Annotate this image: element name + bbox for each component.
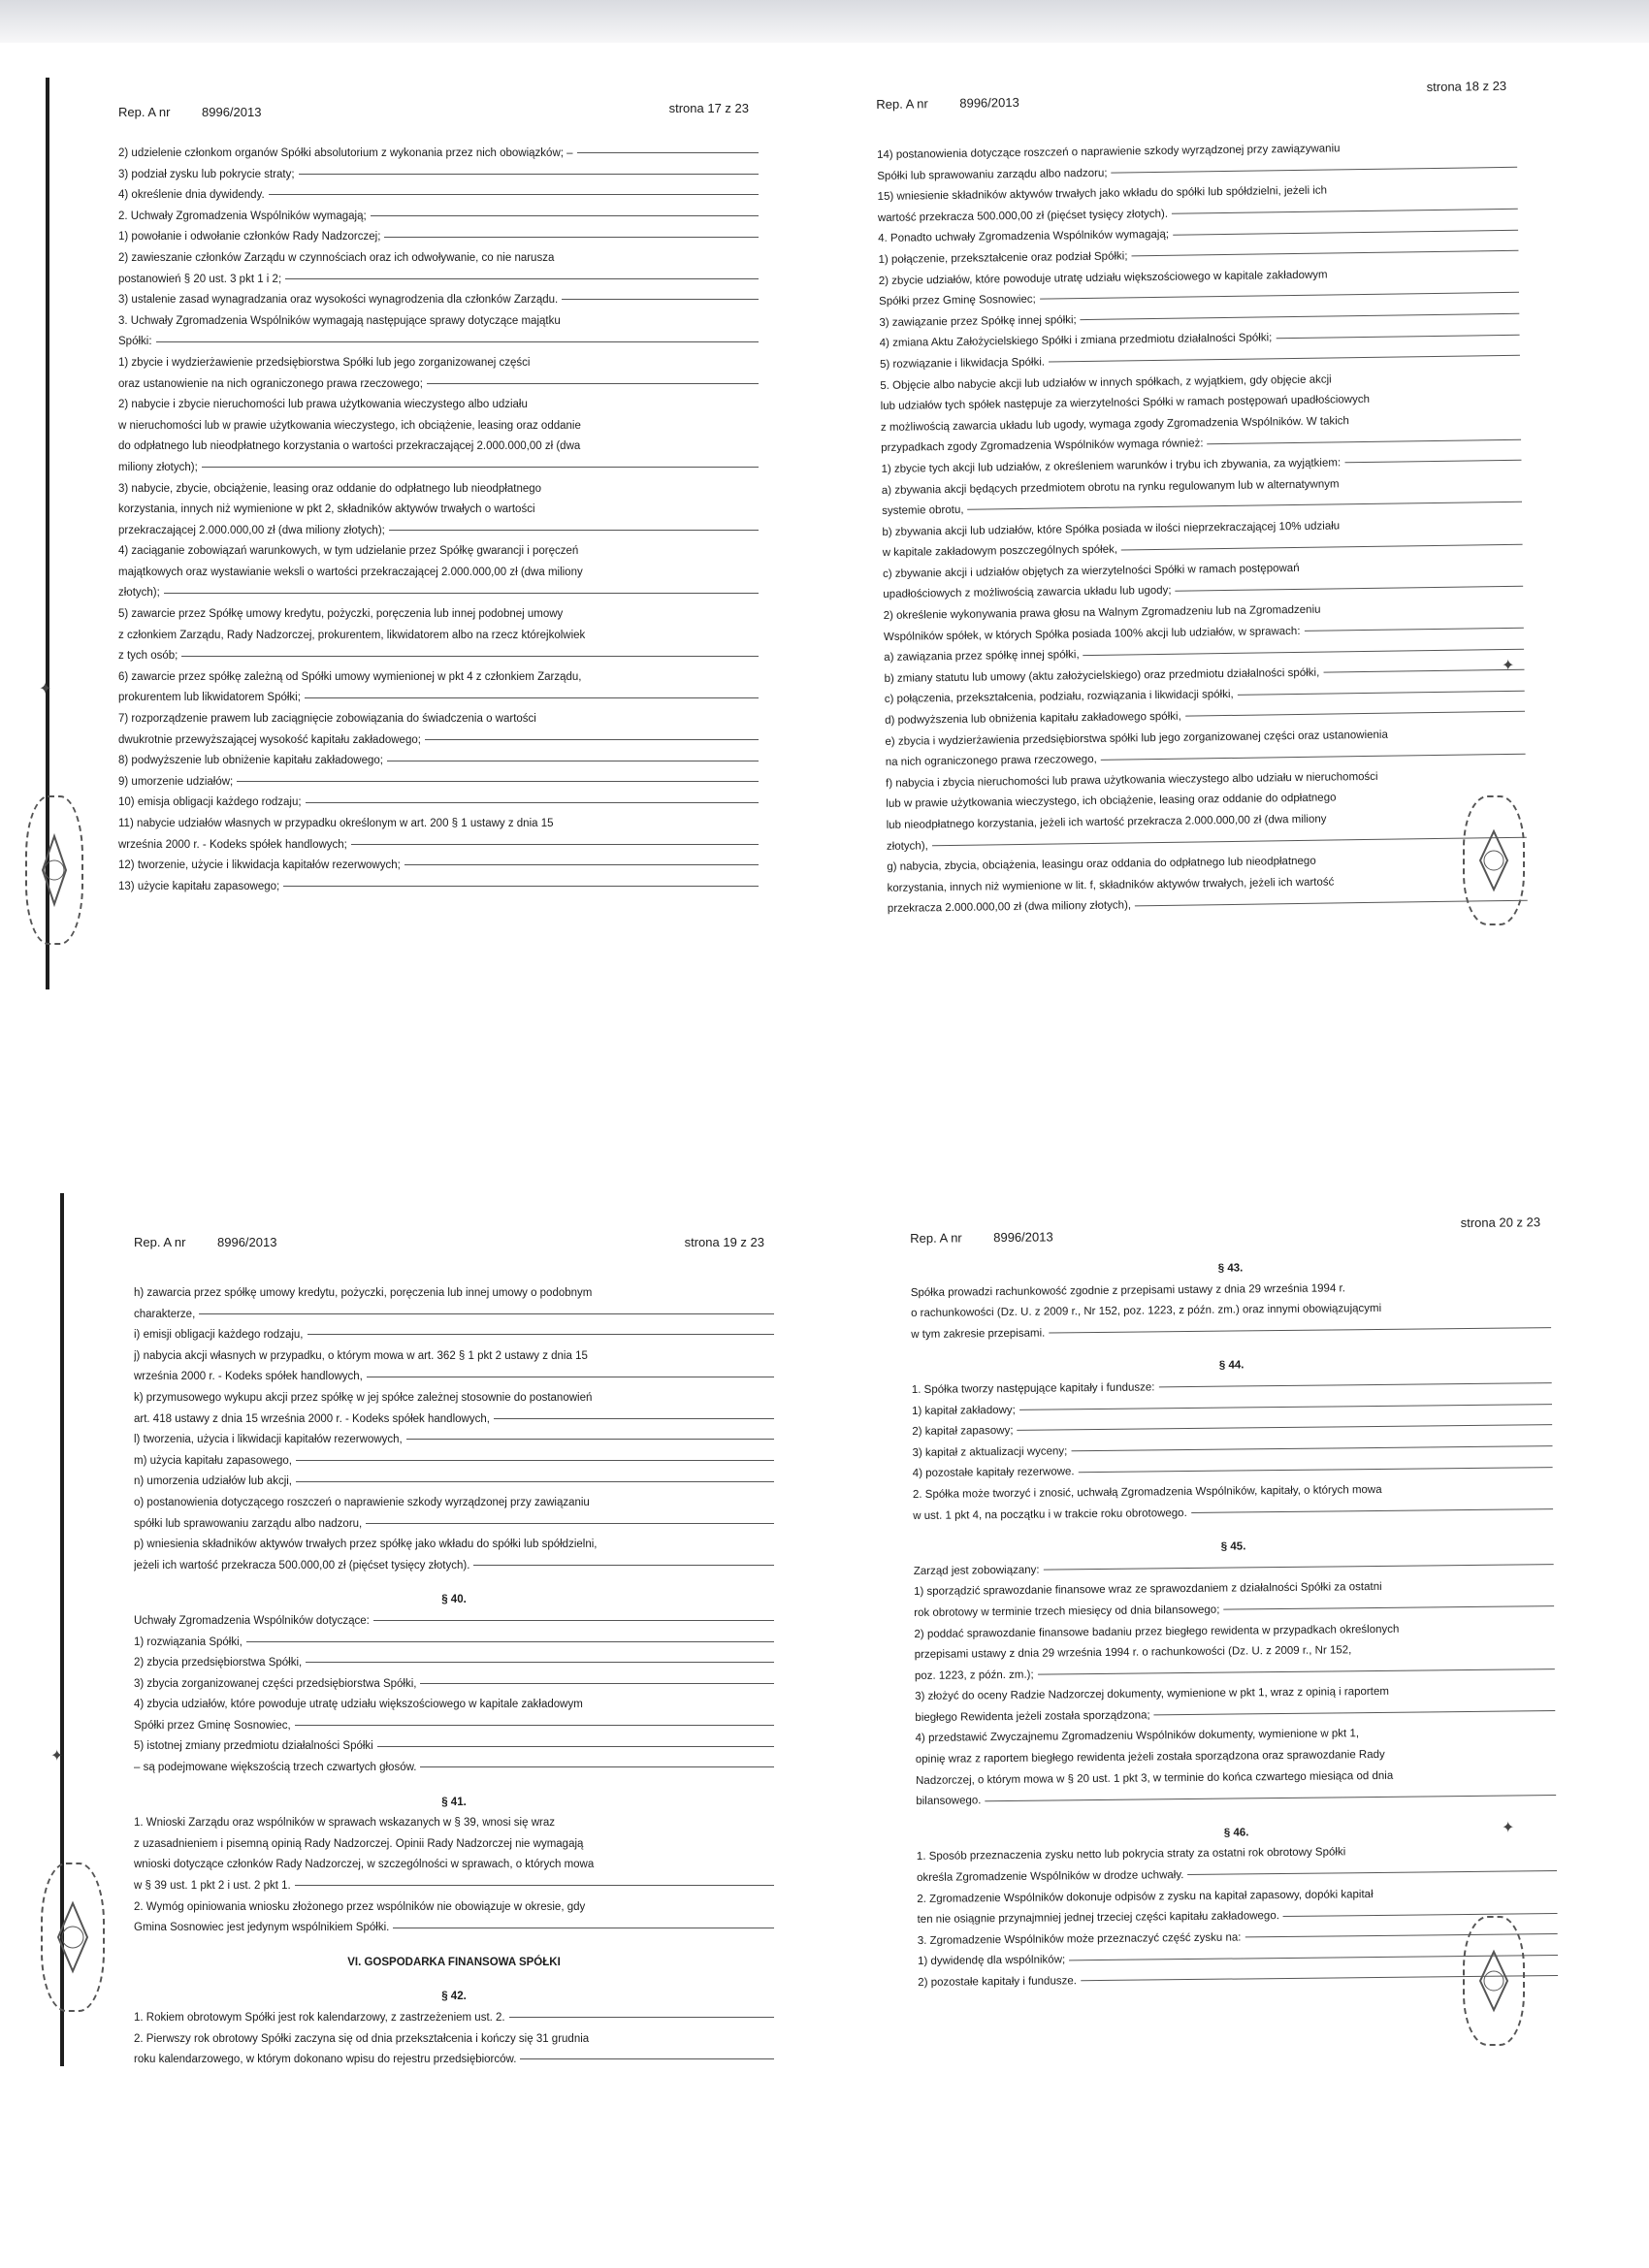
chapter-heading: VI. GOSPODARKA FINANSOWA SPÓŁKI (347, 1956, 561, 1968)
text-line: k) przymusowego wykupu akcji przez spółkę w jej spółce zależnej stosownie do postanowień (134, 1391, 593, 1404)
text-line: ten nie osiągnie przynajmniej jednej trzeciej części kapitału zakładowego. (917, 1903, 1557, 1931)
text-line: 1. Sposób przeznaczenia zysku netto lub pokrycia straty za ostatni rok obrotowy Spółki (916, 1846, 1346, 1863)
text-line: 13) użycie kapitału zapasowego; (118, 877, 759, 898)
text-line: p) wniesienia składników aktywów trwałych przez spółkę jako wkładu do spółki lub spółdzielni, (134, 1539, 598, 1551)
text-line: z możliwością zawarcia układu lub ugody, wymaga zgody Zgromadzenia Wspólników. W takich (880, 414, 1349, 434)
text-line: wartość przekracza 500.000,00 zł (pięćset tysięcy złotych). (878, 200, 1518, 230)
text-line: upadłościowych z możliwością zawarcia układu lub ugody; (883, 576, 1523, 606)
text-line: w nieruchomości lub w prawie użytkowania wieczystego, ich obciążenie, leasing oraz oddanie (118, 419, 581, 432)
text-line: Spółki przez Gminę Sosnowiec, (134, 1716, 774, 1737)
text-line: b) zbywania akcji lub udziałów, które Spółka posiada w ilości nieprzekraczającej 10% udziału (882, 520, 1341, 538)
text-line: korzystania, innych niż wymienione w lit. f, składników aktywów trwałych, jeżeli ich wartość (887, 876, 1335, 894)
text-line: jeżeli ich wartość przekracza 500.000,00 zł (pięćset tysięcy złotych). (134, 1556, 774, 1577)
text-line: 2. Uchwały Zgromadzenia Wspólników wymagają; (118, 207, 759, 228)
text-line: 10) emisja obligacji każdego rodzaju; (118, 793, 759, 814)
text-line: 2) pozostałe kapitały i fundusze. (918, 1966, 1558, 1994)
text-line: o rachunkowości (Dz. U. z 2009 r., Nr 152, poz. 1223, z późn. zm.) oraz innymi obowiązującymi (910, 1303, 1382, 1320)
text-line: majątkowych oraz wystawianie weksli o wartości przekraczającej 2.000.000,00 zł (dwa miliony (118, 566, 583, 578)
text-line: 14) postanowienia dotyczące roszczeń o naprawienie szkody wyrządzonej przy zawiązywaniu (876, 143, 1341, 161)
binding-clip-icon: ✦ (1502, 658, 1515, 674)
text-line: Uchwały Zgromadzenia Wspólników dotyczące: (134, 1611, 774, 1633)
text-line: i) emisji obligacji każdego rodzaju, (134, 1325, 774, 1346)
section-heading: § 41. (441, 1796, 467, 1808)
text-line: do odpłatnego lub nieodpłatnego korzystania o wartości przekraczającej 2.000.000,00 zł (dwa (118, 440, 581, 453)
page-header (118, 97, 759, 122)
text-line: w tym zakresie przepisami. (911, 1318, 1551, 1346)
text-line: 1) zbycie tych akcji lub udziałów, z określeniem warunków i trybu ich zbywania, za wyjątkiem: (881, 451, 1521, 481)
text-line: Zarząd jest zobowiązany: (914, 1555, 1554, 1583)
text-line: lub udziałów tych spółek następuje za wierzytelności Spółki w ramach postępowań upadłościowych (880, 394, 1371, 413)
document-page-19 (134, 1227, 774, 2071)
text-line: Wspólników spółek, w których Spółka posiada 100% akcji lub udziałów, w sprawach: (884, 618, 1524, 648)
text-line: 1. Rokiem obrotowym Spółki jest rok kalendarzowy, z zastrzeżeniem ust. 2. (134, 2008, 774, 2029)
text-line: 3) zbycia zorganizowanej części przedsiębiorstwa Spółki, (134, 1674, 774, 1696)
text-line: c) zbywanie akcji i udziałów objętych za wierzytelności Spółki w ramach postępowań (882, 562, 1300, 580)
page-number: strona 17 z 23 (668, 101, 749, 115)
binding-clip-icon: ✦ (50, 1748, 64, 1765)
text-line: przypadkach zgody Zgromadzenia Wspólników wymaga również: (881, 430, 1521, 460)
rep-label: Rep. A nr (118, 105, 171, 119)
rep-number: 8996/2013 (202, 105, 262, 119)
text-line: 4) zaciąganie zobowiązań warunkowych, w tym udzielanie przez Spółkę gwarancji i poręczeń (118, 545, 579, 558)
text-line: roku kalendarzowego, w którym dokonano wpisu do rejestru przedsiębiorców. (134, 2050, 774, 2071)
text-line: postanowień § 20 ust. 3 pkt 1 i 2; (118, 270, 759, 291)
text-line: 2) udzielenie członkom organów Spółki absolutorium z wykonania przez nich obowiązków; – (118, 144, 759, 165)
text-line: h) zawarcia przez spółkę umowy kredytu, pożyczki, poręczenia lub innej umowy o podobnym (134, 1287, 593, 1299)
text-line: 1. Wnioski Zarządu oraz wspólników w sprawach wskazanych w § 39, wnosi się wraz (134, 1817, 555, 1830)
text-line: l) tworzenia, użycia i likwidacji kapitałów rezerwowych, (134, 1430, 774, 1451)
text-line: korzystania, innych niż wymienione w pkt 2, składników aktywów trwałych o wartości (118, 503, 535, 516)
text-line: 2) zbycia przedsiębiorstwa Spółki, (134, 1653, 774, 1674)
text-line: 3. Uchwały Zgromadzenia Wspólników wymagają następujące sprawy dotyczące majątku (118, 314, 561, 327)
text-line: 3. Zgromadzenie Wspólników może przeznaczyć część zysku na: (918, 1925, 1558, 1953)
text-line: 11) nabycie udziałów własnych w przypadku określonym w art. 200 § 1 ustawy z dnia 15 (118, 818, 554, 829)
text-line: 6) zawarcie przez spółkę zależną od Spółki umowy wymienionej w pkt 4 z członkiem Zarządu, (118, 670, 582, 683)
text-line: lub nieodpłatnego korzystania, jeżeli ich wartość przekracza 2.000.000,00 zł (dwa miliony (886, 813, 1327, 831)
text-line: – są podejmowane większością trzech czwartych głosów. (134, 1758, 774, 1779)
text-line: 1) sporządzić sprawozdanie finansowe wraz ze sprawozdaniem z działalności Spółki za ostatni (913, 1581, 1382, 1599)
text-line: 3) złożyć do oceny Radzie Nadzorczej dokumenty, wymienione w pkt 1, wraz z opinią i raportem (915, 1686, 1389, 1703)
text-line: charakterze, (134, 1305, 774, 1326)
text-line: 4. Ponadto uchwały Zgromadzenia Wspólników wymagają; (878, 220, 1518, 250)
text-line: 3) ustalenie zasad wynagradzania oraz wysokości wynagrodzenia dla członków Zarządu. (118, 290, 759, 311)
text-line: art. 418 ustawy z dnia 15 września 2000 r. - Kodeks spółek handlowych, (134, 1409, 774, 1431)
text-line: wnioski dotyczące członków Rady Nadzorczej, w szczególności w sprawach, o których mowa (134, 1859, 595, 1871)
document-page-17 (118, 97, 759, 897)
rep-number: 8996/2013 (217, 1235, 277, 1249)
binding-clip-icon: ✦ (39, 681, 52, 697)
text-line: 2. Pierwszy rok obrotowy Spółki zaczyna się od dnia przekształcenia i kończy się 31 grudnia (134, 2032, 590, 2045)
text-line: 2. Spółka może tworzyć i znosić, uchwałą Zgromadzenia Wspólników, kapitały, o których mowa (912, 1483, 1382, 1501)
text-line: 4) pozostałe kapitały rezerwowe. (913, 1457, 1553, 1485)
text-line: 4) przedstawić Zwyczajnemu Zgromadzeniu Wspólników dokumenty, wymienione w pkt 1, (915, 1728, 1360, 1745)
text-line: d) podwyższenia lub obniżenia kapitału zakładowego spółki, (885, 702, 1525, 732)
text-line: 5) rozwiązanie i likwidacja Spółki. (880, 346, 1520, 376)
text-line: 5) istotnej zmiany przedmiotu działalności Spółki (134, 1736, 774, 1758)
text-line: z uzasadnieniem i pisemną opinią Rady Nadzorczej. Opinii Rady Nadzorczej nie wymagają (134, 1837, 584, 1850)
text-line: 2) nabycie i zbycie nieruchomości lub prawa użytkowania wieczystego albo udziału (118, 399, 528, 411)
text-line: przekraczającej 2.000.000,00 zł (dwa miliony złotych); (118, 521, 759, 542)
text-line: 1) dywidendę dla wspólników; (918, 1945, 1558, 1973)
document-page-20 (910, 1211, 1558, 1993)
text-line: w § 39 ust. 1 pkt 2 i ust. 2 pkt 1. (134, 1876, 774, 1897)
text-line: 4) zbycia udziałów, które powoduje utratę udziału większościowego w kapitale zakładowym (134, 1699, 583, 1711)
text-line: przepisami ustawy z dnia 29 września 1994 r. o rachunkowości (Dz. U. z 2009 r., Nr 152, (914, 1644, 1352, 1662)
binding-clip-icon: ✦ (1502, 1820, 1515, 1836)
text-line: 12) tworzenie, użycie i likwidacja kapitałów rezerwowych; (118, 856, 759, 877)
text-line: m) użycia kapitału zapasowego, (134, 1451, 774, 1473)
text-line: oraz ustanowienie na nich ograniczonego prawa rzeczowego; (118, 374, 759, 396)
section-heading: § 45. (1220, 1540, 1246, 1553)
text-line: c) połączenia, przekształcenia, podziału, rozwiązania i likwidacji spółki, (885, 681, 1525, 711)
scan-top-shadow (0, 0, 1649, 43)
text-line: 2) zawieszanie członków Zarządu w czynnościach oraz ich odwoływanie, co nie narusza (118, 251, 555, 264)
text-line: b) zmiany statutu lub umowy (aktu założycielskiego) oraz przedmiotu działalności spółki, (884, 661, 1524, 691)
text-line: spółki lub sprawowaniu zarządu albo nadzoru, (134, 1514, 774, 1536)
text-line: 5) zawarcie przez Spółkę umowy kredytu, pożyczki, poręczenia lub innej podobnej umowy (118, 608, 564, 621)
text-line: z członkiem Zarządu, Rady Nadzorczej, prokurentem, likwidatorem albo na rzecz którejkolwiek (118, 629, 586, 641)
text-line: a) zbywania akcji będących przedmiotem obrotu na rynku regulowanym lub w alternatywnym (881, 477, 1340, 497)
text-line: 3) kapitał z aktualizacji wyceny; (912, 1437, 1552, 1465)
text-line: bilansowego. (916, 1785, 1556, 1813)
text-line: 15) wniesienie składników aktywów trwałych jako wkładu do spółki lub spółdzielni, jeżeli ich (877, 184, 1328, 204)
text-line: 9) umorzenie udziałów; (118, 772, 759, 794)
page-number: strona 20 z 23 (1460, 1215, 1541, 1231)
text-line: 1) zbycie i wydzierżawienie przedsiębiorstwa Spółki lub jego zorganizowanej części (118, 356, 531, 369)
text-line: prokurentem lub likwidatorem Spółki; (118, 688, 759, 709)
page-number: strona 18 z 23 (1426, 78, 1507, 95)
text-line: Gmina Sosnowiec jest jedynym wspólnikiem Spółki. (134, 1918, 774, 1939)
text-line: 2) zbycie udziałów, które powoduje utratę udziału większościowego w kapitale zakładowym (878, 269, 1328, 287)
rep-number: 8996/2013 (993, 1229, 1053, 1246)
text-line: 1) rozwiązania Spółki, (134, 1633, 774, 1654)
text-line: w kapitale zakładowym poszczególnych spółek, (883, 535, 1523, 565)
section-heading: § 43. (1217, 1262, 1244, 1275)
text-line: 2. Wymóg opiniowania wniosku złożonego przez wspólników nie obowiązuje w okresie, gdy (134, 1900, 586, 1913)
text-line: w ust. 1 pkt 4, na początku i w trakcie roku obrotowego. (913, 1500, 1553, 1528)
rep-label: Rep. A nr (876, 96, 928, 112)
text-line: 2) kapitał zapasowy; (912, 1415, 1552, 1443)
text-line: Spółka prowadzi rachunkowość zgodnie z przepisami ustawy z dnia 29 września 1994 r. (910, 1281, 1345, 1299)
text-line: 2. Zgromadzenie Wspólników dokonuje odpisów z zysku na kapitał zapasowy, dopóki kapitał (917, 1888, 1374, 1905)
text-line: 1. Spółka tworzy następujące kapitały i fundusze: (912, 1374, 1552, 1402)
text-line: 3) nabycie, zbycie, obciążenie, leasing oraz oddanie do odpłatnego lub nieodpłatnego (118, 482, 542, 495)
text-line: Spółki lub sprawowaniu zarządu albo nadzoru; (877, 157, 1517, 187)
text-line: miliony złotych); (118, 458, 759, 479)
text-line: 1) kapitał zakładowy; (912, 1395, 1552, 1423)
notary-stamp-left-top (25, 795, 83, 945)
text-line: f) nabycia i zbycia nieruchomości lub prawa użytkowania wieczystego albo udziału w nieruchomości (885, 770, 1378, 790)
section-heading: § 40. (441, 1594, 467, 1606)
text-line: Spółki przez Gminę Sosnowiec; (879, 283, 1519, 313)
page-number: strona 19 z 23 (684, 1235, 764, 1249)
page-header (134, 1227, 774, 1252)
text-line: biegłego Rewidenta jeżeli została sporządzona; (915, 1701, 1555, 1730)
text-line: dwukrotnie przewyższającej wysokość kapitału zakładowego; (118, 730, 759, 752)
notary-stamp-left-bottom (41, 1863, 105, 2012)
text-line: 4) zmiana Aktu Założycielskiego Spółki i zmiana przedmiotu działalności Spółki; (880, 325, 1520, 355)
text-line: z tych osób; (118, 646, 759, 667)
text-line: a) zawiązania przez spółkę innej spółki, (884, 639, 1524, 669)
text-line: lub w prawie użytkowania wieczystego, ich obciążenie, leasing oraz oddanie do odpłatnego (886, 792, 1337, 811)
text-line: przekracza 2.000.000,00 zł (dwa miliony złotych), (888, 891, 1528, 921)
section-heading: § 42. (441, 1991, 467, 2003)
text-line: 3) podział zysku lub pokrycie straty; (118, 165, 759, 186)
text-line: opinię wraz z raportem biegłego rewidenta jeżeli została sporządzona oraz sprawozdanie Rady (915, 1748, 1385, 1766)
text-line: Nadzorczej, o którym mowa w § 20 ust. 1 pkt 3, w terminie do końca czwartego miesiąca od dnia (916, 1769, 1394, 1787)
text-line: 5. Objęcie albo nabycie akcji lub udziałów w innych spółkach, z wyjątkiem, gdy objęcie akcji (880, 373, 1332, 392)
rep-label: Rep. A nr (134, 1235, 186, 1249)
text-line: systemie obrotu, (882, 493, 1522, 523)
text-line: września 2000 r. - Kodeks spółek handlowych; (118, 835, 759, 857)
text-line: września 2000 r. - Kodeks spółek handlowych, (134, 1367, 774, 1388)
text-line: Spółki: (118, 332, 759, 353)
section-heading: § 46. (1223, 1827, 1249, 1839)
text-line: 2) określenie wykonywania prawa głosu na Walnym Zgromadzeniu lub na Zgromadzeniu (883, 603, 1321, 623)
text-line: złotych); (118, 583, 759, 604)
text-line: 3) zawiązanie przez Spółkę innej spółki; (879, 305, 1519, 335)
text-line: n) umorzenia udziałów lub akcji, (134, 1472, 774, 1493)
text-line: poz. 1223, z późn. zm.); (915, 1660, 1555, 1688)
text-line: złotych), (887, 827, 1527, 858)
text-line: 1) połączenie, przekształcenie oraz podział Spółki; (878, 242, 1518, 272)
text-line: 2) poddać sprawozdanie finansowe badaniu przez biegłego rewidenta w przypadkach określonych (914, 1623, 1400, 1640)
text-line: 8) podwyższenie lub obniżenie kapitału zakładowego; (118, 751, 759, 772)
text-line: j) nabycia akcji własnych w przypadku, o którym mowa w art. 362 § 1 pkt 2 ustawy z dnia 15 (134, 1349, 588, 1362)
rep-number: 8996/2013 (959, 94, 1019, 111)
document-page-18 (876, 75, 1528, 921)
text-line: o) postanowienia dotyczącego roszczeń o naprawienie szkody wyrządzonej przy zawiązaniu (134, 1496, 590, 1508)
text-line: określa Zgromadzenie Wspólników w drodze uchwały. (917, 1862, 1557, 1890)
section-heading: § 44. (1218, 1359, 1245, 1373)
text-line: 1) powołanie i odwołanie członków Rady Nadzorczej; (118, 227, 759, 248)
text-line: 4) określenie dnia dywidendy. (118, 185, 759, 207)
text-line: na nich ograniczonego prawa rzeczowego, (886, 744, 1526, 774)
text-line: g) nabycia, zbycia, obciążenia, leasingu oraz oddania do odpłatnego lub nieodpłatnego (887, 855, 1316, 874)
text-line: 7) rozporządzenie prawem lub zaciągnięcie zobowiązania do świadczenia o wartości (118, 713, 536, 726)
text-line: e) zbycia i wydzierżawienia przedsiębiorstwa spółki lub jego zorganizowanej części oraz ustanowienia (885, 729, 1388, 748)
rep-label: Rep. A nr (910, 1230, 962, 1246)
text-line: rok obrotowy w terminie trzech miesięcy od dnia bilansowego; (914, 1597, 1554, 1625)
